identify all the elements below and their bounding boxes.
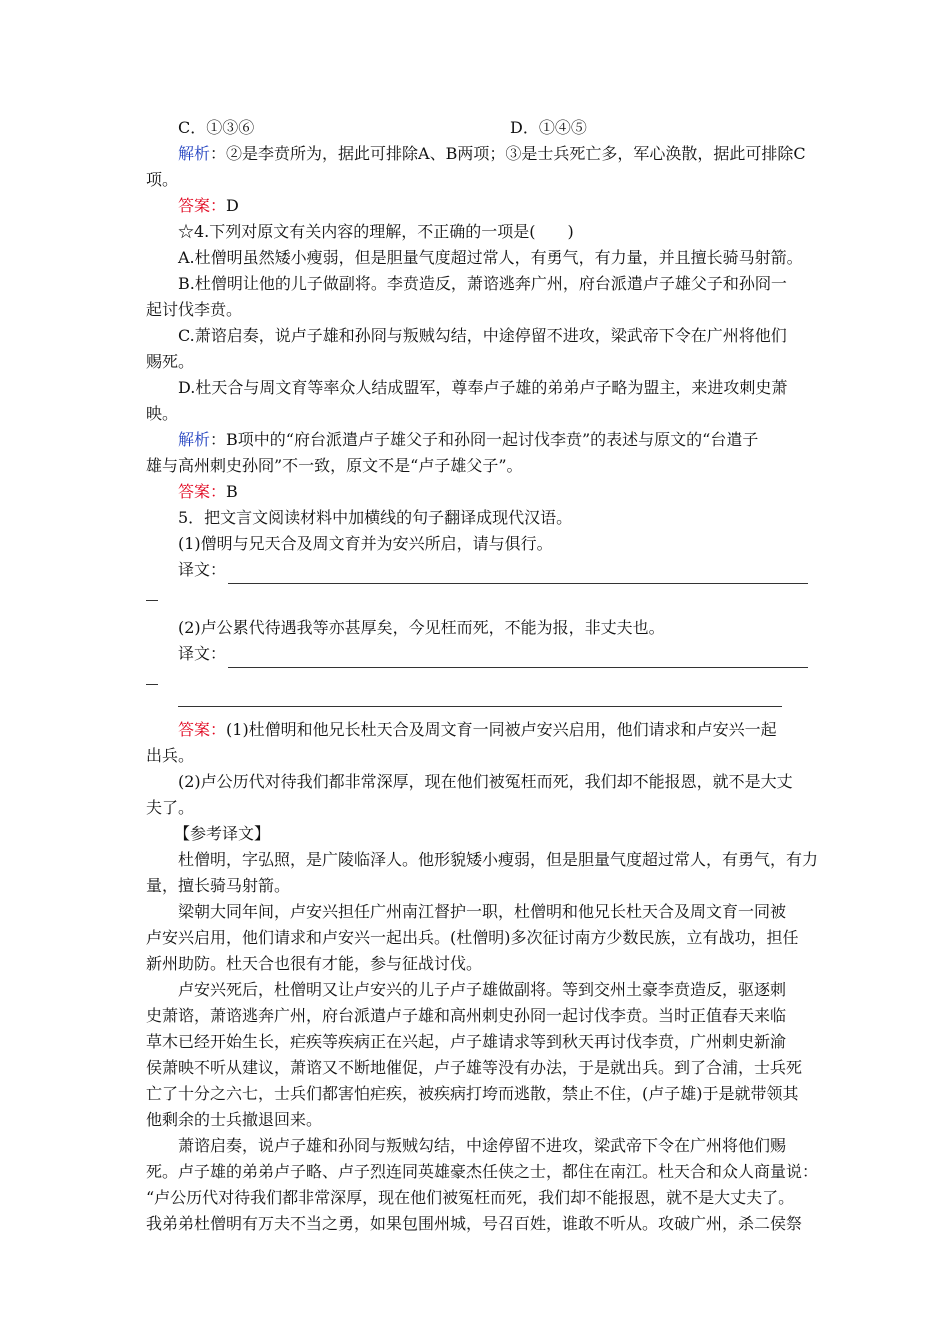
q5-answer-1-cont: 出兵。 bbox=[146, 746, 195, 765]
dash-line bbox=[146, 684, 158, 685]
q3-answer-value: D bbox=[226, 196, 239, 215]
ref-p2-l3: 新州助防。杜天合也很有才能，参与征战讨伐。 bbox=[146, 954, 483, 973]
q4-analysis-text: ：B项中的“府台派遣卢子雄父子和孙冏一起讨伐李贲”的表述与原文的“台遣子 bbox=[210, 430, 759, 449]
q3-analysis bbox=[146, 144, 808, 164]
q5-translation-2 bbox=[146, 644, 808, 668]
q4-option-c-cont: 赐死。 bbox=[146, 352, 195, 371]
translation-label: 译文： bbox=[178, 644, 227, 663]
ref-p3-l4: 侯萧映不听从建议，萧谘又不断地催促，卢子雄等没有办法，于是就出兵。到了合浦，士兵死 bbox=[146, 1058, 803, 1077]
ref-p3-l2: 史萧谘，萧谘逃奔广州，府台派遣卢子雄和高州刺史孙冏一起讨伐李贲。当时正值春天来临 bbox=[146, 1006, 787, 1025]
answer-blank-line bbox=[228, 667, 808, 668]
ref-p4-l4: 我弟弟杜僧明有万夫不当之勇，如果包围州城，号召百姓，谁敢不听从。攻破广州，杀二侯祭 bbox=[146, 1214, 803, 1233]
q5-answer-1-text: (1)杜僧明和他兄长杜天合及周文育一同被卢安兴启用，他们请求和卢安兴一起 bbox=[226, 720, 777, 739]
q4-option-a: A.杜僧明虽然矮小瘦弱，但是胆量气度超过常人，有勇气，有力量，并且擅长骑马射箭。 bbox=[178, 248, 803, 267]
answer-blank-cont bbox=[146, 674, 808, 692]
q3-options bbox=[146, 118, 808, 138]
ref-p4-l2: 死。卢子雄的弟弟卢子略、卢子烈连同英雄豪杰任侠之士，都住在南江。杜天合和众人商量说： bbox=[146, 1162, 819, 1181]
analysis-label: 解析 bbox=[178, 144, 211, 163]
ref-p2-l2: 卢安兴启用，他们请求和卢安兴一起出兵。(杜僧明)多次征讨南方少数民族，立有战功，担任 bbox=[146, 928, 799, 947]
q3-analysis-text: ：②是李贲所为，据此可排除A、B两项；③是士兵死亡多，军心涣散，据此可排除C bbox=[210, 144, 806, 163]
q5-answer-2: (2)卢公历代对待我们都非常深厚，现在他们被冤枉而死，我们却不能报恩，就不是大丈 bbox=[178, 772, 793, 791]
q4-answer bbox=[146, 482, 808, 502]
answer-blank-line-3 bbox=[146, 698, 808, 716]
q5-sentence-2: (2)卢公累代待遇我等亦甚厚矣，今见枉而死，不能为报，非丈夫也。 bbox=[178, 618, 665, 637]
ref-p1-l2: 量，擅长骑马射箭。 bbox=[146, 876, 291, 895]
answer-label: 答案： bbox=[178, 720, 227, 739]
document-page bbox=[146, 118, 819, 1234]
ref-p1-l1: 杜僧明，字弘照，是广陵临泽人。他形貌矮小瘦弱，但是胆量气度超过常人，有勇气，有力 bbox=[178, 850, 819, 869]
q4-option-d-cont: 映。 bbox=[146, 404, 179, 423]
q5-translation-1 bbox=[146, 560, 808, 584]
ref-p4-l3: “卢公历代对待我们都非常深厚，现在他们被冤枉而死，我们却不能报恩，就不是大丈夫了。 bbox=[146, 1188, 795, 1207]
ref-p3-l5: 亡了十分之六七，士兵们都害怕疟疾，被疾病打垮而逃散，禁止不住，(卢子雄)于是就带领其 bbox=[146, 1084, 799, 1103]
q4-stem: ☆4.下列对原文有关内容的理解，不正确的一项是( ) bbox=[178, 222, 574, 241]
analysis-label: 解析 bbox=[178, 430, 211, 449]
answer-blank-line bbox=[228, 583, 808, 584]
q3-option-d: D．①④⑤ bbox=[510, 118, 587, 137]
q4-option-b: B.杜僧明让他的儿子做副将。李贲造反，萧谘逃奔广州，府台派遣卢子雄父子和孙冏一 bbox=[178, 274, 787, 293]
q4-option-d: D.杜天合与周文育等率众人结成盟军，尊奉卢子雄的弟弟卢子略为盟主，来进攻刺史萧 bbox=[178, 378, 788, 397]
q4-option-c: C.萧谘启奏，说卢子雄和孙冏与叛贼勾结，中途停留不进攻，梁武帝下令在广州将他们 bbox=[178, 326, 787, 345]
q4-option-b-cont: 起讨伐李贲。 bbox=[146, 300, 243, 319]
q3-analysis-cont: 项。 bbox=[146, 170, 179, 189]
ref-p3-l3: 草木已经开始生长，疟疾等疾病正在兴起，卢子雄请求等到秋天再讨伐李贲，广州刺史新渝 bbox=[146, 1032, 787, 1051]
q3-option-c: C．①③⑥ bbox=[178, 118, 255, 137]
translation-label: 译文： bbox=[178, 560, 227, 579]
q5-stem: 5．把文言文阅读材料中加横线的句子翻译成现代汉语。 bbox=[178, 508, 573, 527]
ref-p4-l1: 萧谘启奏，说卢子雄和孙冏与叛贼勾结，中途停留不进攻，梁武帝下令在广州将他们赐 bbox=[178, 1136, 787, 1155]
q4-answer-value: B bbox=[226, 482, 238, 501]
answer-blank-cont bbox=[146, 590, 808, 608]
q5-answer-2-cont: 夫了。 bbox=[146, 798, 195, 817]
reference-heading: 【参考译文】 bbox=[174, 824, 271, 843]
q5-sentence-1: (1)僧明与兄天合及周文育并为安兴所启，请与俱行。 bbox=[178, 534, 553, 553]
q4-analysis-cont: 雄与高州刺史孙冏”不一致，原文不是“卢子雄父子”。 bbox=[146, 456, 523, 475]
dash-line bbox=[146, 600, 158, 601]
blank-rule bbox=[178, 706, 782, 707]
answer-label: 答案： bbox=[178, 482, 227, 501]
answer-label: 答案： bbox=[178, 196, 227, 215]
ref-p3-l6: 他剩余的士兵撤退回来。 bbox=[146, 1110, 323, 1129]
q3-answer bbox=[146, 196, 808, 216]
ref-p2-l1: 梁朝大同年间，卢安兴担任广州南江督护一职，杜僧明和他兄长杜天合及周文育一同被 bbox=[178, 902, 787, 921]
q4-analysis bbox=[146, 430, 808, 450]
ref-p3-l1: 卢安兴死后，杜僧明又让卢安兴的儿子卢子雄做副将。等到交州土豪李贲造反，驱逐刺 bbox=[178, 980, 787, 999]
q5-answer-1 bbox=[146, 720, 808, 740]
